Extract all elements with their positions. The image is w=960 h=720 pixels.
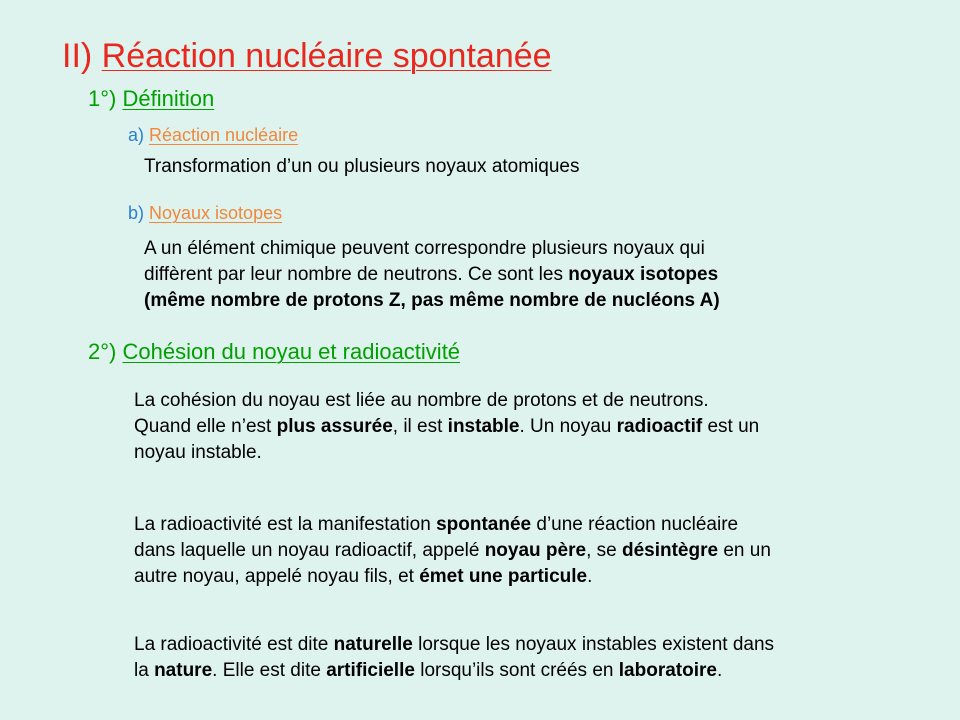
line-text: en un: [718, 540, 771, 561]
bold-term: naturelle: [333, 634, 413, 655]
bold-term: plus assurée: [276, 416, 393, 437]
paragraph-line: A un élément chimique peuvent correspondre plusieurs noyaux qui: [144, 238, 705, 259]
line-text: autre noyau, appelé noyau fils, et: [134, 566, 420, 587]
section1-title: Définition: [122, 86, 215, 111]
bold-line: (même nombre de protons Z, pas même nombre de nucléons A): [144, 290, 720, 311]
line-text: .: [587, 566, 593, 587]
bold-term: noyaux isotopes: [568, 264, 719, 285]
section1-number: 1°): [88, 86, 123, 111]
paragraph-line: [134, 512, 771, 538]
line-text: lorsque les noyaux instables existent dans: [412, 634, 775, 655]
bold-term: radioactif: [616, 416, 703, 437]
title-number: II): [62, 37, 102, 75]
line-text: . Elle est dite: [212, 660, 327, 681]
paragraph-line: [134, 538, 771, 564]
paragraph-line: [144, 288, 720, 314]
subsection-a-title: Réaction nucléaire: [149, 125, 299, 145]
paragraph-line: [134, 658, 774, 684]
bold-term: désintègre: [621, 540, 719, 561]
bold-term: artificielle: [326, 660, 415, 681]
bold-term: noyau père: [484, 540, 587, 561]
line-text: est un: [702, 416, 760, 437]
bold-term: laboratoire: [618, 660, 717, 681]
line-text: d’une réaction nucléaire: [531, 514, 739, 535]
bold-term: émet une particule: [419, 566, 588, 587]
title-text: Réaction nucléaire spontanée: [101, 37, 552, 75]
subsection-b-heading: [128, 202, 282, 224]
bold-term: spontanée: [436, 514, 532, 535]
subsection-b-number: b): [128, 203, 150, 223]
subsection-b-paragraph: [144, 236, 720, 314]
paragraph-line: [134, 414, 759, 440]
line-text: La radioactivité est dite: [134, 634, 334, 655]
subsection-a-number: a): [128, 125, 150, 145]
paragraph-line: [134, 632, 774, 658]
line-text: .: [716, 660, 723, 681]
bold-term: instable: [447, 416, 520, 437]
line-text: La radioactivité est la manifestation: [134, 514, 437, 535]
line-text: diffèrent par leur nombre de neutrons. Ce sont les: [144, 264, 569, 285]
line-text: , il est: [392, 416, 448, 437]
line-text: dans laquelle un noyau radioactif, appelé: [134, 540, 485, 561]
section2-number: 2°): [88, 339, 123, 364]
paragraph-line: [144, 262, 720, 288]
line-text: . Un noyau: [519, 416, 617, 437]
subsection-a-text: Transformation d’un ou plusieurs noyaux atomiques: [144, 156, 580, 177]
section2-paragraph-3: [134, 632, 774, 684]
line-text: lorsqu’ils sont créés en: [414, 660, 619, 681]
section2-title: Cohésion du noyau et radioactivité: [122, 339, 461, 364]
paragraph-line: La cohésion du noyau est liée au nombre de protons et de neutrons.: [134, 390, 709, 411]
line-text: , se: [586, 540, 622, 561]
section2-paragraph-1: [134, 388, 759, 466]
paragraph-line: [134, 564, 771, 590]
paragraph-line: noyau instable.: [134, 442, 262, 463]
line-text: Quand elle n’est: [134, 416, 277, 437]
bold-term: nature: [154, 660, 213, 681]
subsection-b-title: Noyaux isotopes: [149, 203, 283, 223]
subsection-a-heading: [128, 124, 298, 146]
line-text: la: [134, 660, 155, 681]
page-title: [62, 36, 552, 76]
section2-paragraph-2: [134, 512, 771, 590]
section2-heading: [88, 339, 460, 365]
section1-heading: [88, 86, 214, 112]
